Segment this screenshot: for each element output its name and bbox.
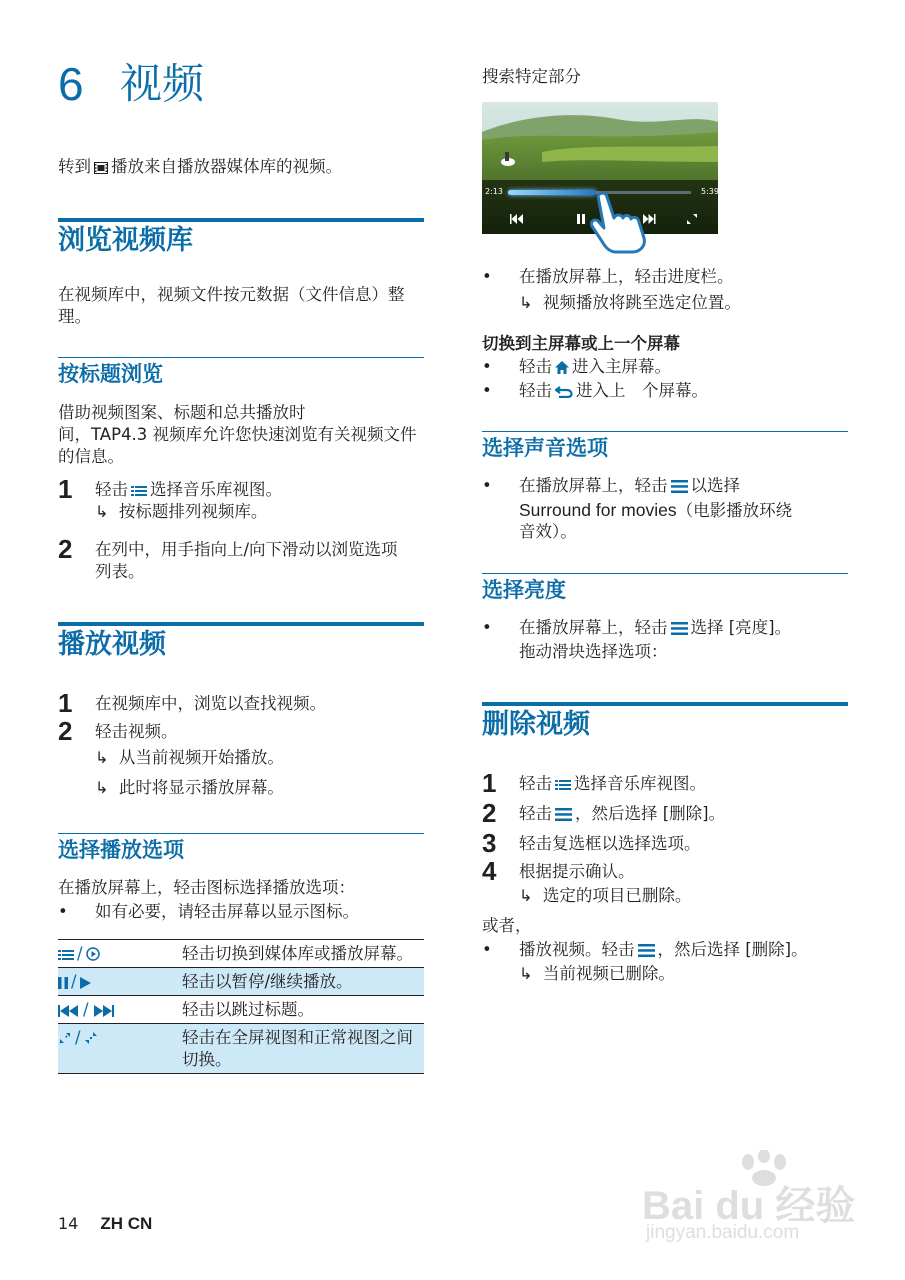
play-screen-icon [86,947,100,961]
step-number: 1 [58,474,73,504]
delete-alt: 或者， [482,916,532,935]
table-cell-icons: / [58,968,182,996]
sound-line-1: • 在播放屏幕上，轻击 以选择 [482,476,740,495]
search-heading: 搜索特定部分 [482,67,581,86]
step-number: 1 [58,688,73,718]
by-title-text-2: 间，TAP4.3 视频库允许您快速浏览有关视频文件的信息。 [58,425,417,466]
table-cell-icons: / [58,996,182,1024]
menu-icon [671,480,688,493]
delete-alt-result: ↳ 当前视频已删除。 [519,964,675,983]
watermark-url: jingyan.baidu.com [646,1222,800,1243]
section-rule [58,622,424,626]
brightness-line-1: • 在播放屏幕上，轻击 选择 [亮度]。 [482,618,792,637]
pause-icon[interactable] [576,214,586,224]
switch-bullet-1: • 轻击 进入主屏幕。 [482,357,671,376]
page-number: 14 [58,1214,79,1233]
table-row [58,968,424,996]
sound-line-2: Surround for movies（电影播放环绕 [519,500,793,520]
watermark-brand: Bai du 经验 [642,1184,856,1228]
delete-title: 删除视频 [482,709,590,740]
brightness-heading: 选择亮度 [482,578,566,602]
options-table [58,939,424,1074]
search-bullet: • 在播放屏幕上，轻击进度栏。 [482,267,734,286]
delete-step-2: 轻击 ，然后选择 [删除]。 [519,804,726,823]
menu-icon [555,808,572,821]
progress-bar-fill[interactable] [508,190,596,195]
play-title: 播放视频 [58,629,166,660]
library-icon [555,779,571,791]
menu-icon [671,622,688,635]
play-result-1: ↳ 从当前视频开始播放。 [95,748,284,767]
play-step-2: 轻击视频。 [95,722,178,741]
delete-step-4: 根据提示确认。 [519,862,635,881]
by-title-text-1: 借助视频图案、标题和总共播放时 [58,403,306,422]
table-cell-desc: 轻击在全屏视图和正常视图之间切换。 [182,1024,424,1074]
section-rule [58,218,424,222]
bullet-dot: • [482,476,492,495]
home-icon [555,361,569,374]
sound-heading: 选择声音选项 [482,436,608,460]
hand-pointer-icon [586,188,648,254]
result-arrow-icon: ↳ [95,502,109,521]
play-result-2: ↳ 此时将显示播放屏幕。 [95,778,284,797]
fullscreen-icon [58,1031,72,1045]
switch-heading: 切换到主屏幕或上一个屏幕 [482,334,680,353]
table-row [58,940,424,968]
elapsed-time: 2:13 [485,187,503,196]
subsection-rule [482,431,848,432]
bullet-dot: • [482,381,492,400]
film-icon [94,162,108,174]
language-code: ZH CN [100,1214,153,1233]
library-icon [131,485,147,497]
result-arrow-icon: ↳ [519,964,533,983]
previous-icon[interactable] [510,214,524,224]
section-rule [482,702,848,706]
bullet-dot: • [58,902,68,921]
menu-icon [638,944,655,957]
bullet-dot: • [482,940,492,959]
switch-bullet-2: • 轻击 进入上 个屏幕。 [482,381,708,400]
browse-step-2: 在列中，用手指向上/向下滑动以浏览选项列表。 [95,540,398,581]
footer [58,1214,152,1234]
bullet-dot: • [482,357,492,376]
intro-text: 转到 播放来自播放器媒体库的视频。 [58,157,342,176]
options-heading: 选择播放选项 [58,838,184,862]
table-cell-icons: / [58,940,182,968]
bullet-dot: • [482,267,492,286]
result-arrow-icon: ↳ [519,293,533,312]
fullscreen-icon[interactable] [686,213,698,225]
step-number: 2 [58,716,73,746]
result-arrow-icon: ↳ [519,886,533,905]
library-icon [58,949,74,961]
chapter-number: 6 [58,58,84,110]
table-cell-icons: / [58,1024,182,1074]
sound-line-3: 音效）。 [519,522,577,541]
next-icon [92,1005,114,1017]
table-cell-desc: 轻击以跳过标题。 [182,996,424,1024]
play-step-1: 在视频库中，浏览以查找视频。 [95,694,326,713]
table-row [58,996,424,1024]
delete-step-3: 轻击复选框以选择选项。 [519,834,701,853]
subsection-rule [58,357,424,358]
table-cell-desc: 轻击以暂停/继续播放。 [182,968,424,996]
browse-step-1: 轻击 选择音乐库视图。 [95,480,282,499]
step-number: 2 [58,534,73,564]
step-number: 2 [482,798,497,828]
normal-view-icon [84,1031,98,1045]
play-icon [80,977,91,989]
browse-step-1-result: ↳ 按标题排列视频库。 [95,502,268,521]
result-arrow-icon: ↳ [95,778,109,797]
result-arrow-icon: ↳ [95,748,109,767]
back-icon [555,385,573,398]
delete-step-1: 轻击 选择音乐库视图。 [519,774,706,793]
options-lead: 在播放屏幕上，轻击图标选择播放选项： [58,878,355,897]
search-result: ↳ 视频播放将跳至选定位置。 [519,293,741,312]
baidu-watermark [640,1150,880,1250]
total-time: 5:39 [701,187,719,196]
subsection-rule [58,833,424,834]
pause-icon [58,977,68,989]
subsection-rule [482,573,848,574]
video-player-screenshot [482,102,718,234]
by-title-heading: 按标题浏览 [58,362,163,386]
step-number: 1 [482,768,497,798]
browse-text: 在视频库中，视频文件按元数据（文件信息）整理。 [58,285,405,326]
step-number: 4 [482,856,497,886]
chapter-title: 视频 [120,59,205,108]
table-row [58,1024,424,1074]
brightness-line-2: 拖动滑块选择选项： [519,642,668,661]
table-cell-desc: 轻击切换到媒体库或播放屏幕。 [182,940,424,968]
browse-title: 浏览视频库 [58,225,193,256]
delete-alt-bullet: • 播放视频。轻击 ，然后选择 [删除]。 [482,940,808,959]
bullet-dot: • [482,618,492,637]
options-bullet: • 如有必要，请轻击屏幕以显示图标。 [58,902,359,921]
previous-icon [58,1005,80,1017]
step-number: 3 [482,828,497,858]
delete-step-4-result: ↳ 选定的项目已删除。 [519,886,692,905]
